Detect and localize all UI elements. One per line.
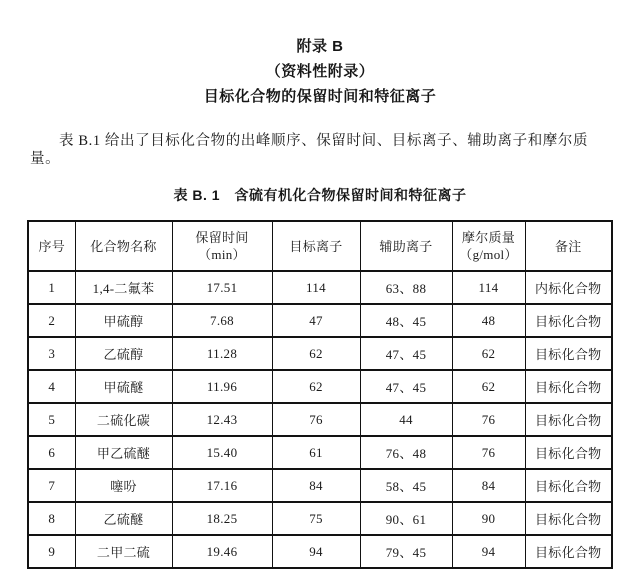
table-row	[28, 436, 612, 469]
cell-no: 1	[28, 271, 75, 304]
column-header-no: 序号	[28, 221, 75, 271]
cell-molar-mass: 84	[452, 469, 525, 502]
cell-compound-name: 甲乙硫醚	[75, 436, 172, 469]
cell-no: 2	[28, 304, 75, 337]
column-header-molar-mass: 摩尔质量 （g/mol）	[452, 221, 525, 271]
cell-compound-name: 乙硫醇	[75, 337, 172, 370]
cell-target-ion: 62	[272, 337, 360, 370]
table-row	[28, 469, 612, 502]
cell-aux-ions: 48、45	[360, 304, 452, 337]
cell-remark: 内标化合物	[525, 271, 612, 304]
cell-retention-time: 17.16	[172, 469, 272, 502]
cell-no: 3	[28, 337, 75, 370]
cell-target-ion: 114	[272, 271, 360, 304]
column-header-aux-ions: 辅助离子	[360, 221, 452, 271]
cell-compound-name: 甲硫醇	[75, 304, 172, 337]
cell-target-ion: 75	[272, 502, 360, 535]
compound-table	[27, 220, 613, 569]
cell-compound-name: 1,4-二氟苯	[75, 271, 172, 304]
table-row	[28, 304, 612, 337]
cell-aux-ions: 47、45	[360, 370, 452, 403]
cell-compound-name: 甲硫醚	[75, 370, 172, 403]
cell-compound-name: 二甲二硫	[75, 535, 172, 568]
cell-target-ion: 62	[272, 370, 360, 403]
cell-retention-time: 18.25	[172, 502, 272, 535]
cell-aux-ions: 90、61	[360, 502, 452, 535]
cell-molar-mass: 114	[452, 271, 525, 304]
appendix-title-block	[0, 34, 640, 109]
cell-molar-mass: 94	[452, 535, 525, 568]
cell-compound-name: 噻吩	[75, 469, 172, 502]
column-header-retention-time: 保留时间 （min）	[172, 221, 272, 271]
table-row	[28, 535, 612, 568]
table-caption: 表 B. 1 含硫有机化合物保留时间和特征离子	[173, 187, 467, 203]
cell-remark: 目标化合物	[525, 304, 612, 337]
cell-no: 4	[28, 370, 75, 403]
cell-retention-time: 17.51	[172, 271, 272, 304]
cell-molar-mass: 76	[452, 436, 525, 469]
appendix-heading: 目标化合物的保留时间和特征离子	[203, 88, 437, 105]
cell-molar-mass: 76	[452, 403, 525, 436]
cell-aux-ions: 63、88	[360, 271, 452, 304]
cell-molar-mass: 90	[452, 502, 525, 535]
cell-target-ion: 47	[272, 304, 360, 337]
cell-aux-ions: 76、48	[360, 436, 452, 469]
cell-remark: 目标化合物	[525, 337, 612, 370]
cell-retention-time: 7.68	[172, 304, 272, 337]
column-header-remark: 备注	[525, 221, 612, 271]
table-header-row	[28, 221, 612, 271]
cell-remark: 目标化合物	[525, 403, 612, 436]
cell-remark: 目标化合物	[525, 469, 612, 502]
cell-molar-mass: 62	[452, 337, 525, 370]
column-header-target-ion: 目标离子	[272, 221, 360, 271]
cell-compound-name: 二硫化碳	[75, 403, 172, 436]
cell-retention-time: 11.28	[172, 337, 272, 370]
cell-target-ion: 84	[272, 469, 360, 502]
cell-target-ion: 94	[272, 535, 360, 568]
cell-aux-ions: 44	[360, 403, 452, 436]
cell-retention-time: 19.46	[172, 535, 272, 568]
cell-aux-ions: 47、45	[360, 337, 452, 370]
cell-retention-time: 15.40	[172, 436, 272, 469]
appendix-title: 附录 B	[296, 38, 344, 55]
cell-aux-ions: 58、45	[360, 469, 452, 502]
cell-remark: 目标化合物	[525, 370, 612, 403]
column-header-compound-name: 化合物名称	[75, 221, 172, 271]
cell-retention-time: 12.43	[172, 403, 272, 436]
cell-remark: 目标化合物	[525, 436, 612, 469]
cell-molar-mass: 48	[452, 304, 525, 337]
cell-target-ion: 61	[272, 436, 360, 469]
table-row	[28, 403, 612, 436]
cell-compound-name: 乙硫醚	[75, 502, 172, 535]
cell-aux-ions: 79、45	[360, 535, 452, 568]
appendix-subtitle: （资料性附录）	[265, 63, 375, 80]
cell-target-ion: 76	[272, 403, 360, 436]
cell-retention-time: 11.96	[172, 370, 272, 403]
cell-no: 5	[28, 403, 75, 436]
cell-no: 9	[28, 535, 75, 568]
cell-no: 6	[28, 436, 75, 469]
cell-no: 7	[28, 469, 75, 502]
cell-no: 8	[28, 502, 75, 535]
table-row	[28, 271, 612, 304]
table-row	[28, 337, 612, 370]
cell-molar-mass: 62	[452, 370, 525, 403]
cell-remark: 目标化合物	[525, 535, 612, 568]
table-row	[28, 370, 612, 403]
cell-remark: 目标化合物	[525, 502, 612, 535]
table-row	[28, 502, 612, 535]
intro-paragraph: 表 B.1 给出了目标化合物的出峰顺序、保留时间、目标离子、辅助离子和摩尔质量。	[30, 133, 589, 167]
